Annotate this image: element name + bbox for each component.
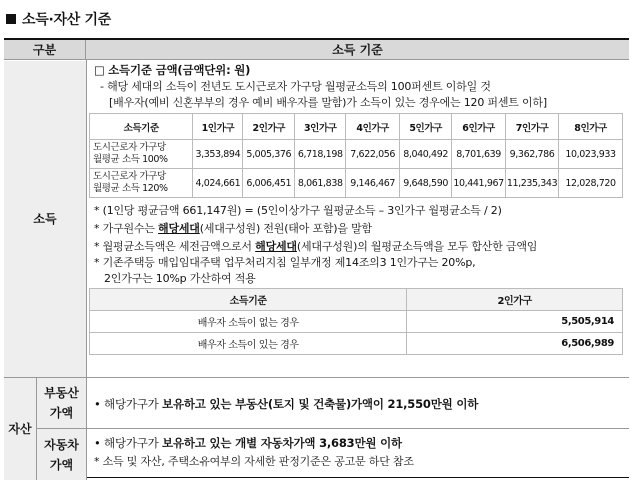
table-row: 배우자 소득이 없는 경우 5,505,914 <box>90 311 623 333</box>
income-note4: * 기존주택등 매입임대주택 업무처리지침 일부개정 제14조의3 1인가구는 20%p, <box>94 256 476 269</box>
car-criteria: • 해당가구가 보유하고 있는 개별 자동차가액 3,683만원 이하 <box>94 436 402 450</box>
income-note2: * 가구원수는 해당세대(세대구성원) 전원(태아 포함)을 말함 <box>94 222 372 235</box>
income-line1: - 해당 세대의 소득이 전년도 도시근로자 가구당 월평균소득의 100퍼센트 이하일 것 <box>100 80 491 93</box>
realestate-label: 부동산 가액 <box>37 378 86 428</box>
table-header-row: 소득기준 1인가구 2인가구 3인가구 4인가구 5인가구 6인가구 7인가구 8인가구 <box>90 114 623 140</box>
table-row: 도시근로자 가구당 월평균 소득 120% 4,024,661 6,006,451 8,061,838 9,146,467 9,648,590 10,441,967 11,235,343 12,028,720 <box>90 169 623 198</box>
table-header-row: 소득기준 2인가구 <box>90 289 623 311</box>
header-category: 구분 <box>4 40 86 60</box>
income-line2: [배우자(예비 신혼부부의 경우 예비 배우자를 말함)가 소득이 있는 경우에는 120 퍼센트 이하] <box>109 96 547 109</box>
income-table-household <box>89 113 623 198</box>
section-title-text: 소득·자산 기준 <box>22 12 111 28</box>
asset-label: 자산 <box>4 378 36 480</box>
income-note5: 2인가구는 10%p 가산하여 적용 <box>104 272 256 285</box>
row-divider-income <box>4 377 629 378</box>
column-divider <box>86 60 87 480</box>
table-row: 도시근로자 가구당 월평균 소득 100% 3,353,894 5,005,376 6,718,198 7,622,056 8,040,492 8,701,639 9,362,786 10,023,933 <box>90 140 623 169</box>
income-table-spouse <box>89 288 623 355</box>
income-label: 소득 <box>4 61 86 377</box>
car-label: 자동차 가액 <box>37 429 86 480</box>
income-heading: □ 소득기준 금액(금액단위: 원) <box>94 63 251 77</box>
checkbox-icon: □ <box>94 63 109 77</box>
square-bullet-icon <box>6 14 16 24</box>
income-note1: * (1인당 평균금액 661,147원) = (5인이상가구 월평균소득 – 3인가구 월평균소득 / 2) <box>94 204 502 217</box>
table-row: 배우자 소득이 있는 경우 6,506,989 <box>90 333 623 355</box>
asset-note: * 소득 및 자산, 주택소유여부의 자세한 판정기준은 공고문 하단 참조 <box>94 455 414 468</box>
section-title <box>0 0 631 38</box>
criteria-table <box>4 38 629 478</box>
income-note3: * 월평균소득액은 세전금액으로서 해당세대(세대구성원)의 월평균소득액을 모두 합산한 금액임 <box>94 240 538 253</box>
realestate-criteria: • 해당가구가 보유하고 있는 부동산(토지 및 건축물)가액이 21,550만원 이하 <box>94 397 479 411</box>
row-divider-asset <box>37 428 629 429</box>
header-income-criteria: 소득 기준 <box>86 40 629 60</box>
